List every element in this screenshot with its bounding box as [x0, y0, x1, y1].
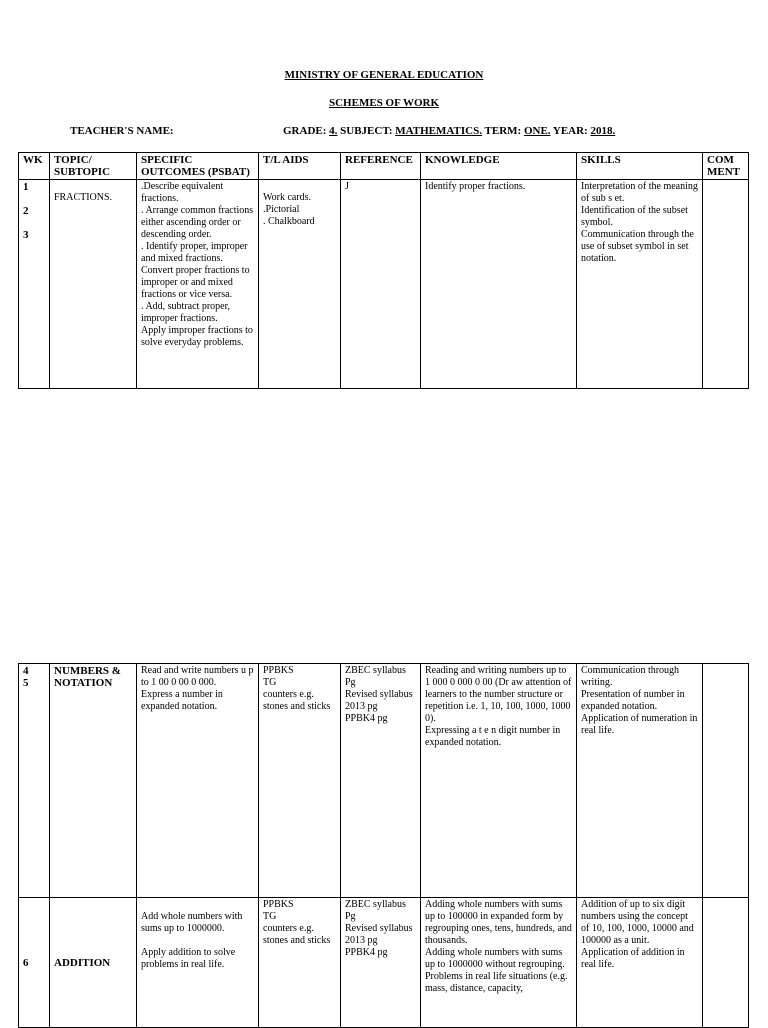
outcome-item: . Add, subtract proper, improper fractions.: [141, 301, 231, 324]
term-label: TERM:: [484, 125, 522, 137]
outcome-item: Convert proper fractions to improper or and mixed fractions or vice versa.: [141, 265, 250, 300]
outcome-item: Apply addition to solve problems in real life.: [141, 947, 236, 970]
aid-item: .Pictorial: [263, 204, 300, 215]
topic-cell: FRACTIONS.: [50, 180, 137, 389]
outcome-item: . Arrange common fractions either ascending order or descending order.: [141, 205, 254, 240]
skill-item: Presentation of number in expanded notation.: [581, 689, 685, 712]
reference-item: Revised syllabus 2013 pg: [345, 923, 413, 946]
skill-item: Application of addition in real life.: [581, 947, 685, 970]
reference-cell: [341, 898, 421, 1028]
aid-item: PPBKS: [263, 899, 294, 910]
topic-cell: NUMBERS & NOTATION: [50, 664, 137, 898]
knowledge-item: Expressing a t e n digit number in expanded notation.: [425, 725, 561, 748]
aid-item: counters e.g. stones and sticks: [263, 923, 331, 946]
column-header-aids: T/L AIDS: [259, 153, 341, 180]
outcomes-cell: [137, 180, 259, 389]
column-header-wk: WK: [19, 153, 50, 180]
week-number: 5: [23, 677, 29, 689]
knowledge-cell: Identify proper fractions.: [421, 180, 577, 389]
skill-item: Communication through the use of subset symbol in set notation.: [581, 229, 694, 264]
outcome-item: Read and write numbers u p to 1 00 0 00 0 000.: [141, 665, 254, 688]
grade-value: 4.: [329, 125, 338, 137]
ministry-title: MINISTRY OF GENERAL EDUCATION: [284, 69, 484, 81]
outcomes-cell: [137, 664, 259, 898]
column-header-skills: SKILLS: [577, 153, 703, 180]
skills-cell: [577, 180, 703, 389]
comment-cell: [703, 898, 749, 1028]
aids-cell: [259, 664, 341, 898]
outcome-item: Express a number in expanded notation.: [141, 689, 223, 712]
column-header-knowledge: KNOWLEDGE: [421, 153, 577, 180]
reference-cell: J: [341, 180, 421, 389]
knowledge-cell: [421, 664, 577, 898]
scheme-table-bottom: [18, 663, 749, 1028]
column-header-comment: COM MENT: [703, 153, 749, 180]
term-value: ONE.: [523, 125, 551, 137]
aid-item: TG: [263, 677, 277, 688]
reference-item: Revised syllabus 2013 pg: [345, 689, 413, 712]
column-header-outcomes: SPECIFIC OUTCOMES (PSBAT): [137, 153, 259, 180]
teacher-name-label: TEACHER'S NAME:: [70, 125, 174, 137]
aid-item: . Chalkboard: [263, 216, 315, 227]
scheme-table-top: [18, 152, 749, 389]
week-cell: 6: [19, 898, 50, 1028]
table-row: [19, 664, 749, 898]
outcome-item: .Describe equivalent fractions.: [141, 181, 224, 204]
table-row: [19, 898, 749, 1028]
year-value: 2018.: [590, 125, 616, 137]
comment-cell: [703, 664, 749, 898]
skills-cell: [577, 898, 703, 1028]
skill-item: Interpretation of the meaning of sub s et.: [581, 181, 698, 204]
outcome-item: Apply improper fractions to solve everyday problems.: [141, 325, 253, 348]
aid-item: TG: [263, 911, 277, 922]
spacer: [141, 935, 254, 947]
week-number: 3: [23, 229, 29, 241]
week-cell: [19, 664, 50, 898]
outcome-item: Add whole numbers with sums up to 1000000.: [141, 911, 243, 934]
week-number: 2: [23, 205, 29, 217]
year-label: YEAR:: [552, 125, 588, 137]
reference-item: ZBEC syllabus Pg: [345, 665, 406, 688]
aid-item: Work cards.: [263, 192, 312, 203]
knowledge-item: Reading and writing numbers up to 1 000 0 000 0 00 (Dr aw attention of learners to the number structure or repetition i.e. 1, 10, 100, 1000, 1000 0).: [425, 665, 572, 724]
aids-cell: [259, 180, 341, 389]
week-number: 4: [23, 665, 29, 677]
outcome-item: . Identify proper, improper and mixed fractions.: [141, 241, 248, 264]
skills-cell: [577, 664, 703, 898]
subject-value: MATHEMATICS.: [395, 125, 482, 137]
topic-cell: ADDITION: [50, 898, 137, 1028]
outcomes-cell: [137, 898, 259, 1028]
week-number: 1: [23, 181, 29, 193]
reference-item: ZBEC syllabus Pg: [345, 899, 406, 922]
knowledge-item: Adding whole numbers with sums up to 1000000 without regrouping.: [425, 947, 565, 970]
knowledge-item: Adding whole numbers with sums up to 100000 in expanded form by regrouping ones, tens, hundreds, and thousands.: [425, 899, 572, 946]
reference-item: PPBK4 pg: [345, 713, 388, 724]
column-header-topic: TOPIC/ SUBTOPIC: [50, 153, 137, 180]
skill-item: Communication through writing.: [581, 665, 680, 688]
subject-label: SUBJECT:: [340, 125, 393, 137]
skill-item: Application of numeration in real life.: [581, 713, 698, 736]
header-row: [19, 153, 749, 180]
table-row: [19, 180, 749, 389]
knowledge-cell: [421, 898, 577, 1028]
aid-item: counters e.g. stones and sticks: [263, 689, 331, 712]
knowledge-item: Problems in real life situations (e.g. mass, distance, capacity,: [425, 971, 568, 994]
comment-cell: [703, 180, 749, 389]
schemes-title: SCHEMES OF WORK: [328, 97, 440, 109]
skill-item: Addition of up to six digit numbers using the concept of 10, 100, 1000, 10000 and 100000 as a unit.: [581, 899, 694, 946]
aid-item: PPBKS: [263, 665, 294, 676]
aids-cell: [259, 898, 341, 1028]
reference-item: PPBK4 pg: [345, 947, 388, 958]
grade-label: GRADE: [283, 125, 323, 137]
column-header-reference: REFERENCE: [341, 153, 421, 180]
skill-item: Identification of the subset symbol.: [581, 205, 688, 228]
grade-subject-term-year: GRADE: 4. SUBJECT: MATHEMATICS. TERM: ONE. YEAR: 2018.: [283, 125, 616, 137]
week-cell: [19, 180, 50, 389]
reference-cell: [341, 664, 421, 898]
